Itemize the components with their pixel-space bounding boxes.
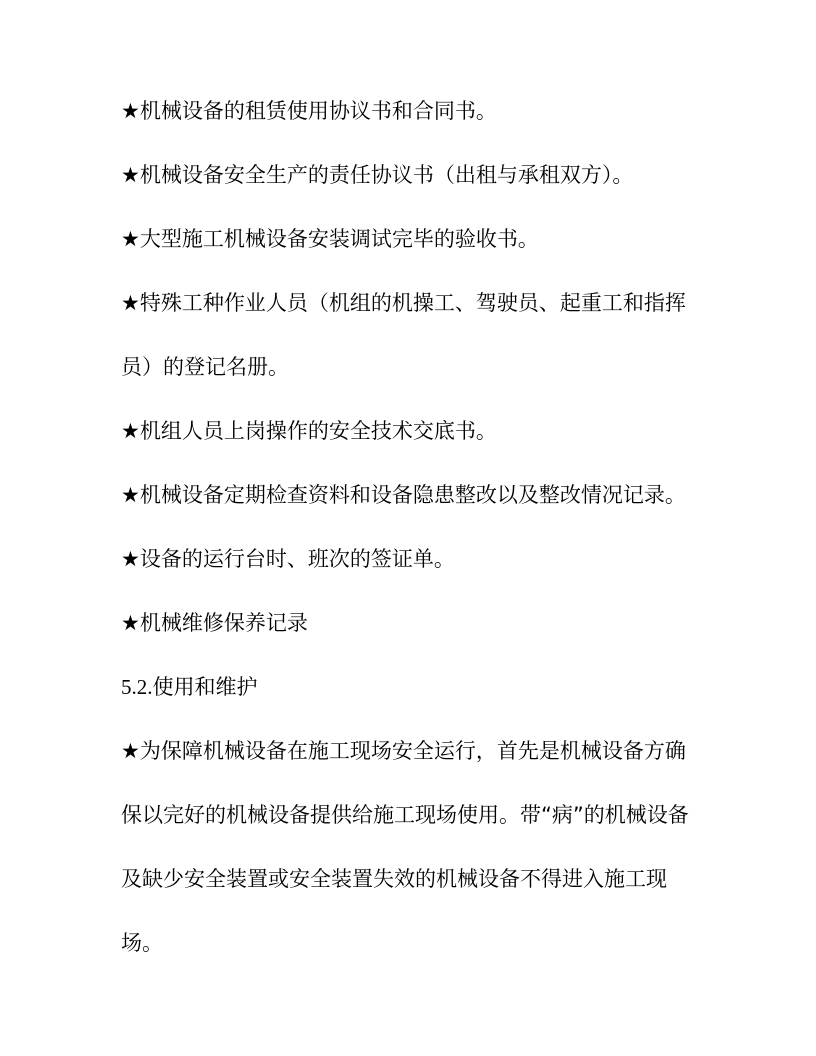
text-line: 员）的登记名册。 bbox=[121, 355, 289, 379]
text-line: ★为保障机械设备在施工现场安全运行，首先是机械设备方确 bbox=[121, 739, 686, 763]
text-line: 场。 bbox=[121, 931, 163, 955]
text-line: ★大型施工机械设备安装调试完毕的验收书。 bbox=[121, 227, 539, 251]
text-line: ★特殊工种作业人员（机组的机操工、驾驶员、起重工和指挥 bbox=[121, 291, 686, 315]
section-heading: 5.2.使用和维护 bbox=[121, 675, 258, 699]
text-line: ★设备的运行台时、班次的签证单。 bbox=[121, 547, 455, 571]
text-line: ★机械维修保养记录 bbox=[121, 611, 308, 635]
text-line: 及缺少安全装置或安全装置失效的机械设备不得进入施工现 bbox=[121, 867, 667, 891]
text-line: ★机械设备定期检查资料和设备隐患整改以及整改情况记录。 bbox=[121, 483, 686, 507]
text-line: ★机械设备安全生产的责任协议书（出租与承租双方）。 bbox=[121, 163, 634, 187]
text-line: 保以完好的机械设备提供给施工现场使用。带“病”的机械设备 bbox=[121, 803, 689, 827]
text-line: ★机械设备的租赁使用协议书和合同书。 bbox=[121, 99, 497, 123]
text-line: ★机组人员上岗操作的安全技术交底书。 bbox=[121, 419, 497, 443]
document-body bbox=[121, 95, 701, 959]
